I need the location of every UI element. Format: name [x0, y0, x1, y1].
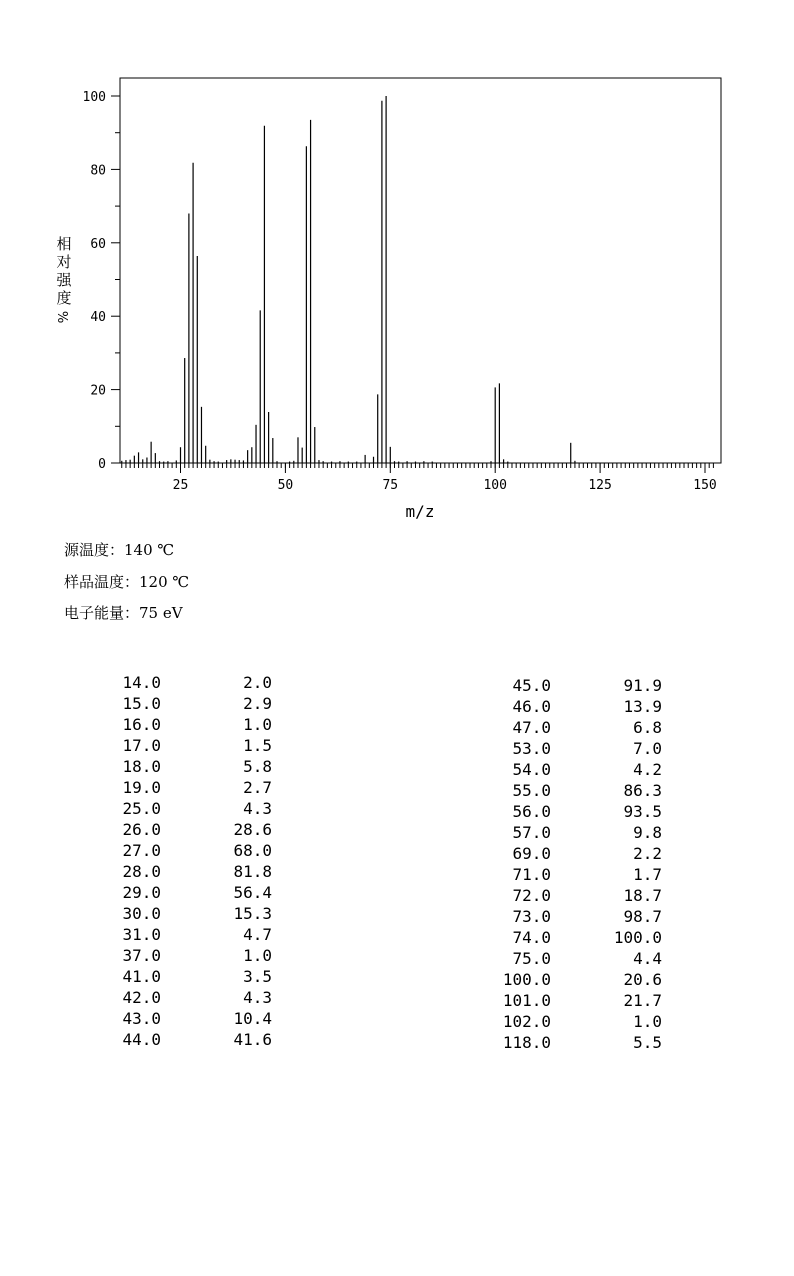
mz-value: 41.0: [122, 967, 161, 986]
intensity-value: 86.3: [623, 781, 662, 800]
intensity-value: 4.2: [633, 760, 662, 779]
mz-value: 26.0: [122, 820, 161, 839]
mz-value: 56.0: [512, 802, 551, 821]
intensity-value: 4.4: [633, 949, 662, 968]
y-axis-label-char: %: [57, 310, 72, 324]
y-tick-label: 20: [90, 383, 106, 399]
peak-table-right: [0, 675, 794, 1053]
x-tick-label: 50: [277, 478, 294, 493]
x-tick-label: 75: [382, 478, 399, 493]
table-row: [0, 864, 794, 885]
mz-value: 25.0: [122, 799, 161, 818]
y-axis-label-char: 相: [56, 235, 72, 253]
intensity-value: 2.0: [243, 673, 272, 692]
mz-value: 37.0: [122, 946, 161, 965]
x-tick-label: 125: [588, 478, 612, 493]
table-row: [0, 696, 794, 717]
y-axis-label: [56, 235, 72, 323]
mz-value: 55.0: [512, 781, 551, 800]
intensity-value: 93.5: [623, 802, 662, 821]
intensity-value: 20.6: [623, 970, 662, 989]
y-axis-label-char: 对: [56, 253, 72, 271]
intensity-value: 1.0: [243, 715, 272, 734]
mz-value: 57.0: [512, 823, 551, 842]
intensity-value: 98.7: [623, 907, 662, 926]
intensity-value: 1.0: [633, 1012, 662, 1031]
table-row: [0, 906, 794, 927]
mz-value: 14.0: [122, 673, 161, 692]
y-tick-label: 40: [90, 310, 106, 326]
x-tick-label: 25: [172, 478, 189, 493]
mz-value: 42.0: [122, 988, 161, 1007]
mz-value: 30.0: [122, 904, 161, 923]
intensity-value: 15.3: [233, 904, 272, 923]
intensity-value: 56.4: [233, 883, 272, 902]
intensity-value: 5.8: [243, 757, 272, 776]
table-row: [0, 759, 794, 780]
x-axis-label: m/z: [405, 502, 435, 521]
mz-value: 16.0: [122, 715, 161, 734]
x-tick-label: 100: [483, 478, 507, 493]
table-row: [0, 1032, 794, 1053]
x-minor-ticks: [122, 463, 714, 468]
plot-frame: [120, 78, 721, 463]
table-row: [0, 843, 794, 864]
intensity-value: 41.6: [233, 1030, 272, 1049]
mz-value: 100.0: [502, 970, 551, 989]
mz-value: 31.0: [122, 925, 161, 944]
table-row: [0, 780, 794, 801]
mz-value: 45.0: [512, 676, 551, 695]
intensity-value: 4.7: [243, 925, 272, 944]
intensity-value: 68.0: [233, 841, 272, 860]
mz-value: 28.0: [122, 862, 161, 881]
mz-value: 73.0: [512, 907, 551, 926]
table-row: [0, 717, 794, 738]
intensity-value: 2.2: [633, 844, 662, 863]
intensity-value: 3.5: [243, 967, 272, 986]
y-axis-ticks: [83, 90, 120, 472]
mz-value: 69.0: [512, 844, 551, 863]
mz-value: 53.0: [512, 739, 551, 758]
intensity-value: 5.5: [633, 1033, 662, 1052]
mz-value: 54.0: [512, 760, 551, 779]
intensity-value: 28.6: [233, 820, 272, 839]
intensity-value: 100.0: [613, 928, 662, 947]
mz-value: 43.0: [122, 1009, 161, 1028]
table-row: [0, 738, 794, 759]
mz-value: 72.0: [512, 886, 551, 905]
intensity-value: 21.7: [623, 991, 662, 1010]
table-row: [0, 990, 794, 1011]
y-axis-label-char: 度: [56, 289, 72, 307]
y-tick-label: 80: [90, 163, 106, 179]
table-row: [0, 948, 794, 969]
table-row: [0, 1011, 794, 1032]
mass-spectrum-chart: [0, 0, 794, 530]
mz-value: 18.0: [122, 757, 161, 776]
table-row: [0, 969, 794, 990]
y-tick-label: 0: [98, 457, 106, 472]
mz-value: 19.0: [122, 778, 161, 797]
mz-value: 71.0: [512, 865, 551, 884]
mz-value: 74.0: [512, 928, 551, 947]
y-tick-label: 100: [82, 90, 106, 105]
sample-temperature: 样品温度：120 ℃: [64, 573, 190, 591]
table-row: [0, 801, 794, 822]
mz-value: 47.0: [512, 718, 551, 737]
mz-value: 17.0: [122, 736, 161, 755]
y-axis-label-char: 强: [56, 271, 72, 289]
intensity-value: 1.5: [243, 736, 272, 755]
intensity-value: 10.4: [233, 1009, 272, 1028]
mz-value: 118.0: [502, 1033, 551, 1052]
x-tick-label: 150: [693, 478, 717, 493]
source-temperature: 源温度：140 ℃: [64, 541, 175, 559]
table-row: [0, 822, 794, 843]
peak-series: [122, 96, 575, 463]
mz-value: 101.0: [502, 991, 551, 1010]
intensity-value: 2.7: [243, 778, 272, 797]
mz-value: 15.0: [122, 694, 161, 713]
mz-value: 44.0: [122, 1030, 161, 1049]
intensity-value: 91.9: [623, 676, 662, 695]
intensity-value: 4.3: [243, 799, 272, 818]
mz-value: 29.0: [122, 883, 161, 902]
intensity-value: 6.8: [633, 718, 662, 737]
intensity-value: 13.9: [623, 697, 662, 716]
intensity-value: 4.3: [243, 988, 272, 1007]
intensity-value: 1.7: [633, 865, 662, 884]
y-tick-label: 60: [90, 236, 106, 252]
mz-value: 102.0: [502, 1012, 551, 1031]
mz-value: 75.0: [512, 949, 551, 968]
intensity-value: 18.7: [623, 886, 662, 905]
intensity-value: 81.8: [233, 862, 272, 881]
mz-value: 46.0: [512, 697, 551, 716]
intensity-value: 2.9: [243, 694, 272, 713]
intensity-value: 9.8: [633, 823, 662, 842]
table-row: [0, 675, 794, 696]
mz-value: 27.0: [122, 841, 161, 860]
electron-energy: 电子能量：75 eV: [64, 604, 183, 622]
intensity-value: 7.0: [633, 739, 662, 758]
table-row: [0, 885, 794, 906]
intensity-value: 1.0: [243, 946, 272, 965]
table-row: [0, 927, 794, 948]
